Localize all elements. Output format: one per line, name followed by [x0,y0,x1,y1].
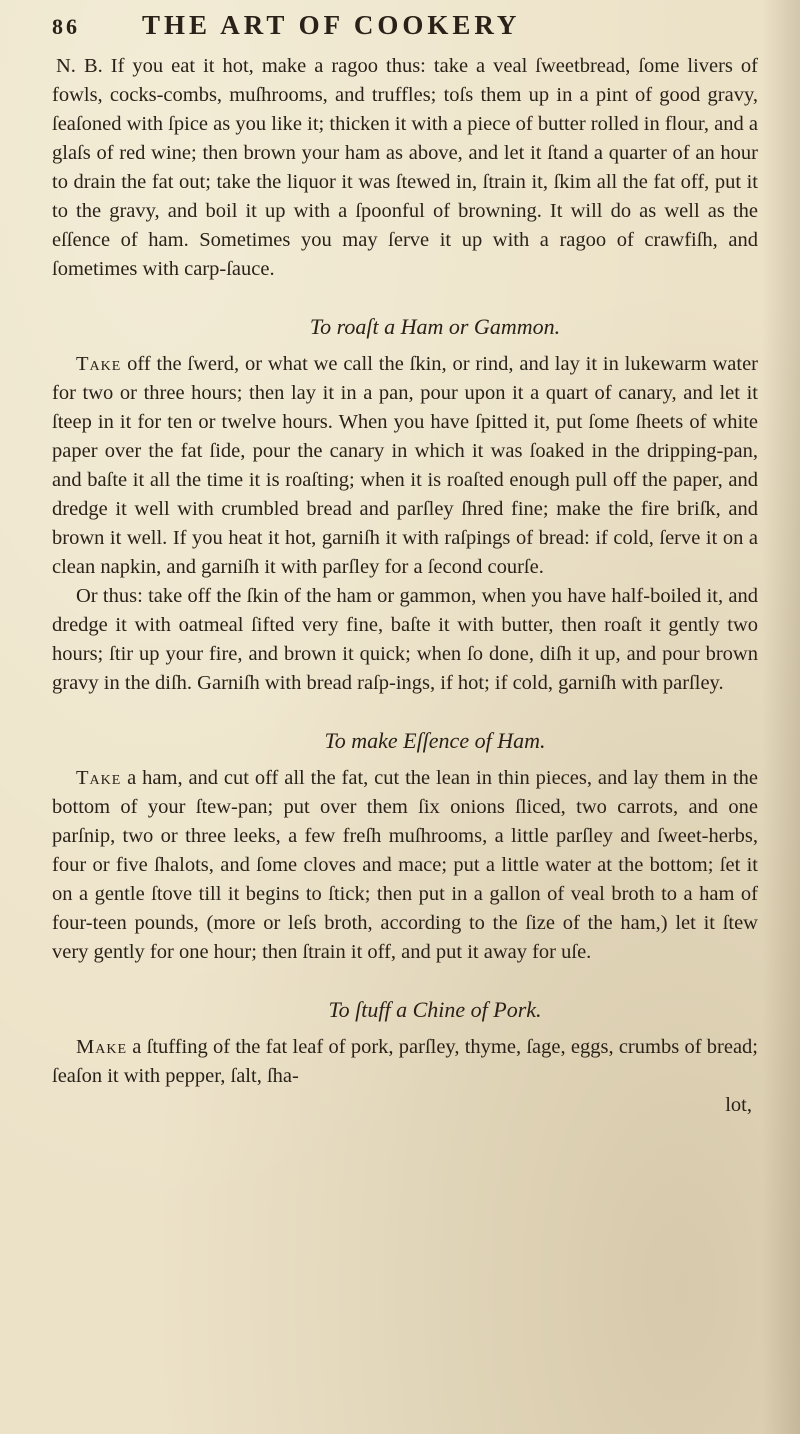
recipe-essence-of-ham [52,728,758,967]
paragraph-text: off the ſwerd, or what we call the ſkin, or rind, and lay it in lukewarm water for two or three hours; then lay it in a pan, pour upon it a quart of canary, and let it ſteep in it for ten or twelve hours. When you have ſpitted it, put ſome ſheets of white paper over the fat ſide, pour the canary in which it was ſoaked in the dripping-pan, and baſte it all the time it is roaſting; when it is roaſted enough pull off the paper, and dredge it well with crumbled bread and parſley ſhred fine; make the fire briſk, and brown it well. If you heat it hot, garniſh it with raſpings of bread: if cold, ſerve it on a clean napkin, and garniſh it with parſley for a ſecond courſe. [52,353,758,578]
paragraph-text: a ſtuffing of the fat leaf of pork, parſley, thyme, ſage, eggs, crumbs of bread; ſeaſon it with pepper, ſalt, ſha- [52,1036,758,1087]
running-head [52,10,758,52]
recipe-roast-ham [52,314,758,698]
recipe-title: To make Eſſence of Ham. [324,728,546,753]
recipe-paragraph [52,350,758,582]
running-title: THE ART OF COOKERY [142,10,521,40]
recipe-title: To roaſt a Ham or Gammon. [309,314,561,339]
recipe-paragraph [52,764,758,967]
paragraph-text: a ham, and cut off all the fat, cut the lean in thin pieces, and lay them in the bottom of your ſtew-pan; put over them ſix onions ſliced, two carrots, and one parſnip, two or three leeks, a few freſh muſhrooms, a little parſley and ſweet-herbs, four or five ſhalots, and ſome cloves and mace; put a little water at the bottom; ſet it on a gentle ſtove till it begins to ſtick; then put in a gallon of veal broth to a ham of four-teen pounds, (more or leſs broth, according to the ſize of the ham,) let it ſtew very gently for one hour; then ſtrain it off, and put it away for uſe. [52,767,758,963]
note-paragraph: N. B. If you eat it hot, make a ragoo thus: take a veal ſweetbread, ſome livers of fowls, cocks-combs, muſhrooms, and truffles; toſs them up in a pint of good gravy, ſeaſoned with ſpice as you like it; thicken it with a piece of butter rolled in flour, and a glaſs of red wine; then brown your ham as above, and let it ſtand a quarter of an hour to drain the fat out; take the liquor it was ſtewed in, ſtrain it, ſkim all the fat off, put it to the gravy, and boil it up with a ſpoonful of browning. It will do as well as the eſſence of ham. Sometimes you may ſerve it up with a ragoo of crawfiſh, and ſometimes with carp-ſauce. [52,55,758,280]
recipe-title: To ſtuff a Chine of Pork. [328,997,542,1022]
page-number: 86 [52,14,80,39]
catchword: lot, [725,1094,752,1116]
first-word: Take [76,353,122,375]
recipe-paragraph [52,1033,758,1091]
recipe-stuff-chine-of-pork [52,997,758,1120]
note-section [52,52,758,284]
recipe-paragraph: Or thus: take off the ſkin of the ham or gammon, when you have half-boiled it, and dredge it with oatmeal ſifted very fine, baſte it with butter, then roaſt it gently two hours; ſtir up your fire, and brown it quick; when ſo done, diſh it up, and pour brown gravy in the diſh. Garniſh with bread raſp-ings, if hot; if cold, garniſh with parſley. [52,585,758,694]
first-word: Take [76,767,122,789]
first-word: Make [76,1036,128,1058]
page-edge-shadow [762,0,800,1434]
